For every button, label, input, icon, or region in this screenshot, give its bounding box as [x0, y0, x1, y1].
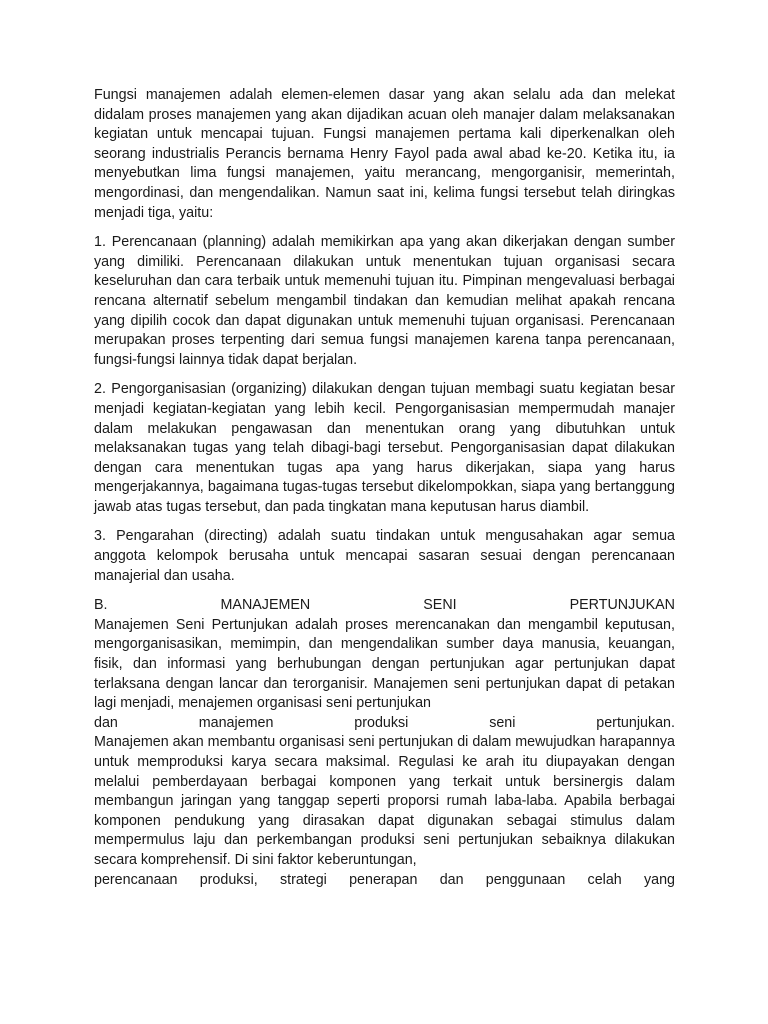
section-heading [94, 596, 675, 616]
line-word: produksi, [199, 871, 258, 888]
list-item-directing: 3. Pengarahan (directing) adalah suatu tindakan untuk mengusahakan agar semua anggota kelompok berusaha untuk mencapai sasaran sesuai dengan perencanaan manajerial dan usaha. [94, 528, 675, 584]
section-spread-line [94, 714, 675, 734]
line-word: strategi [279, 871, 327, 888]
section-body [94, 616, 675, 890]
heading-word: SENI [423, 597, 457, 614]
heading-word: MANAJEMEN [220, 597, 311, 614]
section-paragraph-2: Manajemen akan membantu organisasi seni pertunjukan di dalam mewujudkan harapannya untuk memproduksi karya secara maksimal. Regulasi ke arah itu diupayakan dengan melalui pemberdayaan berbagai komponen yang terkait untuk bersinergis dalam membangun jaringan yang tanggap seperti proporsi rumah laba-laba. Apabila berbagai komponen pendukung yang dirasakan dapat digunakan sebagai stimulus dalam mempermulus laju dan perkembangan produksi seni pertunjukan sebaiknya dilakukan secara komprehensif. Di sini faktor keberuntungan, [94, 734, 675, 868]
line-word: penerapan [349, 871, 418, 888]
list-item-organizing: 2. Pengorganisasian (organizing) dilakukan dengan tujuan membagi suatu kegiatan besar menjadi kegiatan-kegiatan yang lebih kecil. Pengorganisasian mempermudah manajer dalam melakukan pengawasan dan menentukan orang yang dibutuhkan untuk melaksanakan tugas yang telah dibagi-bagi tersebut. Pengorganisasian dapat dilakukan dengan cara menentukan tugas apa yang harus dikerjakan, siapa yang harus mengerjakannya, bagaimana tugas-tugas tersebut dikelompokkan, siapa yang bertanggung jawab atas tugas tersebut, dan pada tingkatan mana keputusan harus diambil. [94, 381, 675, 515]
list-item-planning: 1. Perencanaan (planning) adalah memikirkan apa yang akan dikerjakan dengan sumber yang dimiliki. Perencanaan dilakukan untuk menentukan tujuan organisasi secara keseluruhan dan cara terbaik untuk memenuhi tujuan itu. Pimpinan mengevaluasi berbagai rencana alternatif sebelum mengambil tindakan dan kemudian melihat apakah rencana yang dipilih cocok dan dapat digunakan untuk memenuhi tujuan organisasi. Perencanaan merupakan proses terpenting dari semua fungsi manajemen karena tanpa perencanaan, fungsi-fungsi lainnya tidak dapat berjalan. [94, 234, 675, 368]
line-word: yang [643, 871, 675, 888]
line-word: celah [587, 871, 622, 888]
document-page [94, 86, 675, 890]
section-last-line [94, 871, 675, 891]
line-word: perencanaan [94, 871, 178, 888]
line-word: dan [439, 871, 464, 888]
line-word: manajemen [198, 714, 274, 731]
heading-word: B. [94, 597, 108, 614]
line-word: penggunaan [485, 871, 566, 888]
line-word: produksi [354, 714, 409, 731]
line-word: pertunjukan. [596, 714, 675, 731]
heading-word: PERTUNJUKAN [569, 597, 675, 614]
line-word: seni [489, 714, 516, 731]
section-paragraph-1: Manajemen Seni Pertunjukan adalah proses merencanakan dan mengambil keputusan, mengorganisasikan, memimpin, dan mengendalikan sumber daya manusia, keuangan, fisik, dan informasi yang berhubungan dengan pertunjukan agar pertunjukan dapat terlaksana dengan lancar dan terorganisir. Manajemen seni pertunjukan dapat di petakan lagi menjadi, menajemen organisasi seni pertunjukan [94, 616, 675, 712]
intro-paragraph: Fungsi manajemen adalah elemen-elemen dasar yang akan selalu ada dan melekat didalam proses manajemen yang akan dijadikan acuan oleh manajer dalam melaksanakan kegiatan untuk mencapai tujuan. Fungsi manajemen pertama kali diperkenalkan oleh seorang industrialis Perancis bernama Henry Fayol pada awal abad ke-20. Ketika itu, ia menyebutkan lima fungsi manajemen, yaitu merancang, mengorganisir, memerintah, mengordinasi, dan mengendalikan. Namun saat ini, kelima fungsi tersebut telah diringkas menjadi tiga, yaitu: [94, 87, 675, 221]
line-word: dan [94, 714, 118, 731]
